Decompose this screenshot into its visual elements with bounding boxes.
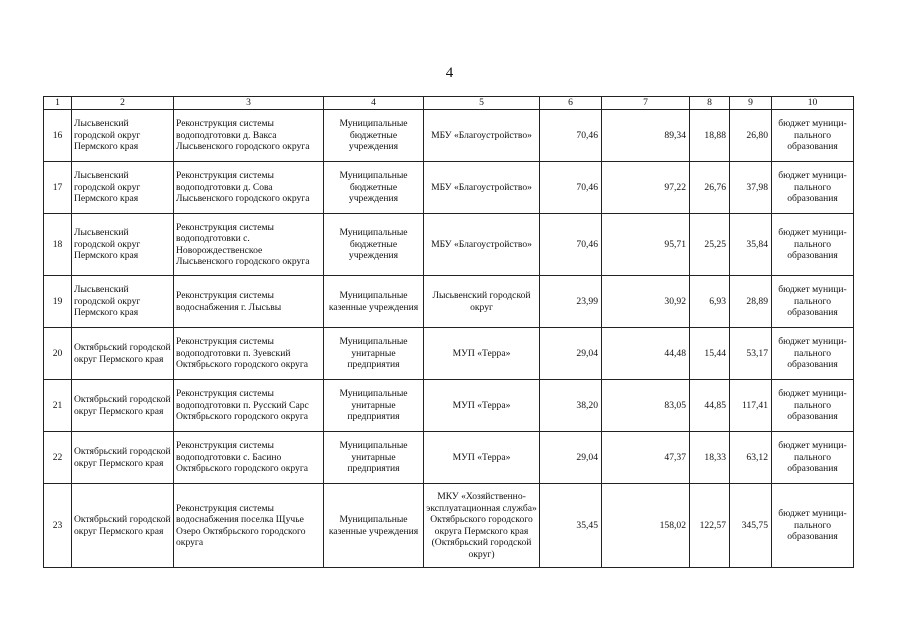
row-number: 19 <box>44 276 72 328</box>
funding-source-cell: бюджет муници-пального образования <box>772 484 854 568</box>
municipality-cell: Октябрьский городской округ Пермского края <box>72 484 174 568</box>
municipality-cell: Октябрьский городской округ Пермского края <box>72 380 174 432</box>
row-number: 18 <box>44 214 72 276</box>
value-cell: 18,33 <box>690 432 730 484</box>
project-cell: Реконструкция системы водоснабжения г. Лысьвы <box>174 276 324 328</box>
table-row <box>44 214 854 276</box>
value-cell: 97,22 <box>602 162 690 214</box>
value-cell: 70,46 <box>540 214 602 276</box>
value-cell: 25,25 <box>690 214 730 276</box>
value-cell: 26,80 <box>730 110 772 162</box>
row-number: 17 <box>44 162 72 214</box>
investment-table <box>43 96 854 568</box>
row-number: 22 <box>44 432 72 484</box>
municipality-cell: Лысьвенский городской округ Пермского края <box>72 162 174 214</box>
value-cell: 117,41 <box>730 380 772 432</box>
column-header: 4 <box>324 97 424 110</box>
project-cell: Реконструкция системы водоподготовки д. Сова Лысьвенского городского округа <box>174 162 324 214</box>
value-cell: 47,37 <box>602 432 690 484</box>
value-cell: 89,34 <box>602 110 690 162</box>
column-header: 5 <box>424 97 540 110</box>
funding-source-cell: бюджет муници-пального образования <box>772 162 854 214</box>
value-cell: 29,04 <box>540 432 602 484</box>
header-row <box>44 97 854 110</box>
value-cell: 28,89 <box>730 276 772 328</box>
organization-cell: МУП «Терра» <box>424 432 540 484</box>
value-cell: 63,12 <box>730 432 772 484</box>
value-cell: 30,92 <box>602 276 690 328</box>
column-header: 9 <box>730 97 772 110</box>
table-row <box>44 432 854 484</box>
table-body <box>44 110 854 568</box>
project-cell: Реконструкция системы водоподготовки п. Русский Сарс Октябрьского городского округа <box>174 380 324 432</box>
value-cell: 70,46 <box>540 110 602 162</box>
value-cell: 35,84 <box>730 214 772 276</box>
table-row <box>44 276 854 328</box>
value-cell: 44,85 <box>690 380 730 432</box>
institution-type-cell: Муниципальные бюджетные учреждения <box>324 162 424 214</box>
funding-source-cell: бюджет муници-пального образования <box>772 110 854 162</box>
funding-source-cell: бюджет муници-пального образования <box>772 380 854 432</box>
value-cell: 18,88 <box>690 110 730 162</box>
organization-cell: МБУ «Благоустройство» <box>424 110 540 162</box>
municipality-cell: Лысьвенский городской округ Пермского края <box>72 276 174 328</box>
column-header: 1 <box>44 97 72 110</box>
value-cell: 38,20 <box>540 380 602 432</box>
table-row <box>44 380 854 432</box>
institution-type-cell: Муниципальные казенные учреждения <box>324 484 424 568</box>
value-cell: 95,71 <box>602 214 690 276</box>
institution-type-cell: Муниципальные унитарные предприятия <box>324 328 424 380</box>
row-number: 21 <box>44 380 72 432</box>
funding-source-cell: бюджет муници-пального образования <box>772 328 854 380</box>
project-cell: Реконструкция системы водоподготовки п. Зуевский Октябрьского городского округа <box>174 328 324 380</box>
column-header: 8 <box>690 97 730 110</box>
column-header: 6 <box>540 97 602 110</box>
value-cell: 53,17 <box>730 328 772 380</box>
institution-type-cell: Муниципальные бюджетные учреждения <box>324 214 424 276</box>
project-cell: Реконструкция системы водоподготовки с. Новорождественское Лысьвенского городского округа <box>174 214 324 276</box>
municipality-cell: Лысьвенский городской округ Пермского края <box>72 110 174 162</box>
column-header: 2 <box>72 97 174 110</box>
municipality-cell: Октябрьский городской округ Пермского края <box>72 328 174 380</box>
institution-type-cell: Муниципальные унитарные предприятия <box>324 432 424 484</box>
organization-cell: МКУ «Хозяйственно-эксплуатационная служба» Октябрьского городского округа Пермского края (Октябрьский городской округ) <box>424 484 540 568</box>
institution-type-cell: Муниципальные бюджетные учреждения <box>324 110 424 162</box>
institution-type-cell: Муниципальные унитарные предприятия <box>324 380 424 432</box>
value-cell: 37,98 <box>730 162 772 214</box>
table-row <box>44 328 854 380</box>
column-header: 7 <box>602 97 690 110</box>
value-cell: 35,45 <box>540 484 602 568</box>
table-row <box>44 162 854 214</box>
column-header: 10 <box>772 97 854 110</box>
table-row <box>44 110 854 162</box>
row-number: 16 <box>44 110 72 162</box>
value-cell: 6,93 <box>690 276 730 328</box>
value-cell: 44,48 <box>602 328 690 380</box>
funding-source-cell: бюджет муници-пального образования <box>772 432 854 484</box>
project-cell: Реконструкция системы водоподготовки д. Вакса Лысьвенского городского округа <box>174 110 324 162</box>
organization-cell: МУП «Терра» <box>424 380 540 432</box>
organization-cell: МБУ «Благоустройство» <box>424 162 540 214</box>
value-cell: 158,02 <box>602 484 690 568</box>
row-number: 20 <box>44 328 72 380</box>
column-header: 3 <box>174 97 324 110</box>
value-cell: 345,75 <box>730 484 772 568</box>
value-cell: 70,46 <box>540 162 602 214</box>
value-cell: 15,44 <box>690 328 730 380</box>
organization-cell: МБУ «Благоустройство» <box>424 214 540 276</box>
value-cell: 122,57 <box>690 484 730 568</box>
organization-cell: Лысьвенский городской округ <box>424 276 540 328</box>
value-cell: 26,76 <box>690 162 730 214</box>
project-cell: Реконструкция системы водоподготовки с. Басино Октябрьского городского округа <box>174 432 324 484</box>
row-number: 23 <box>44 484 72 568</box>
institution-type-cell: Муниципальные казенные учреждения <box>324 276 424 328</box>
funding-source-cell: бюджет муници-пального образования <box>772 276 854 328</box>
page-number: 4 <box>445 65 454 81</box>
value-cell: 83,05 <box>602 380 690 432</box>
municipality-cell: Октябрьский городской округ Пермского края <box>72 432 174 484</box>
funding-source-cell: бюджет муници-пального образования <box>772 214 854 276</box>
table-header <box>44 97 854 110</box>
project-cell: Реконструкция системы водоснабжения поселка Щучье Озеро Октябрьского городского округа <box>174 484 324 568</box>
value-cell: 23,99 <box>540 276 602 328</box>
value-cell: 29,04 <box>540 328 602 380</box>
organization-cell: МУП «Терра» <box>424 328 540 380</box>
table-row <box>44 484 854 568</box>
municipality-cell: Лысьвенский городской округ Пермского края <box>72 214 174 276</box>
